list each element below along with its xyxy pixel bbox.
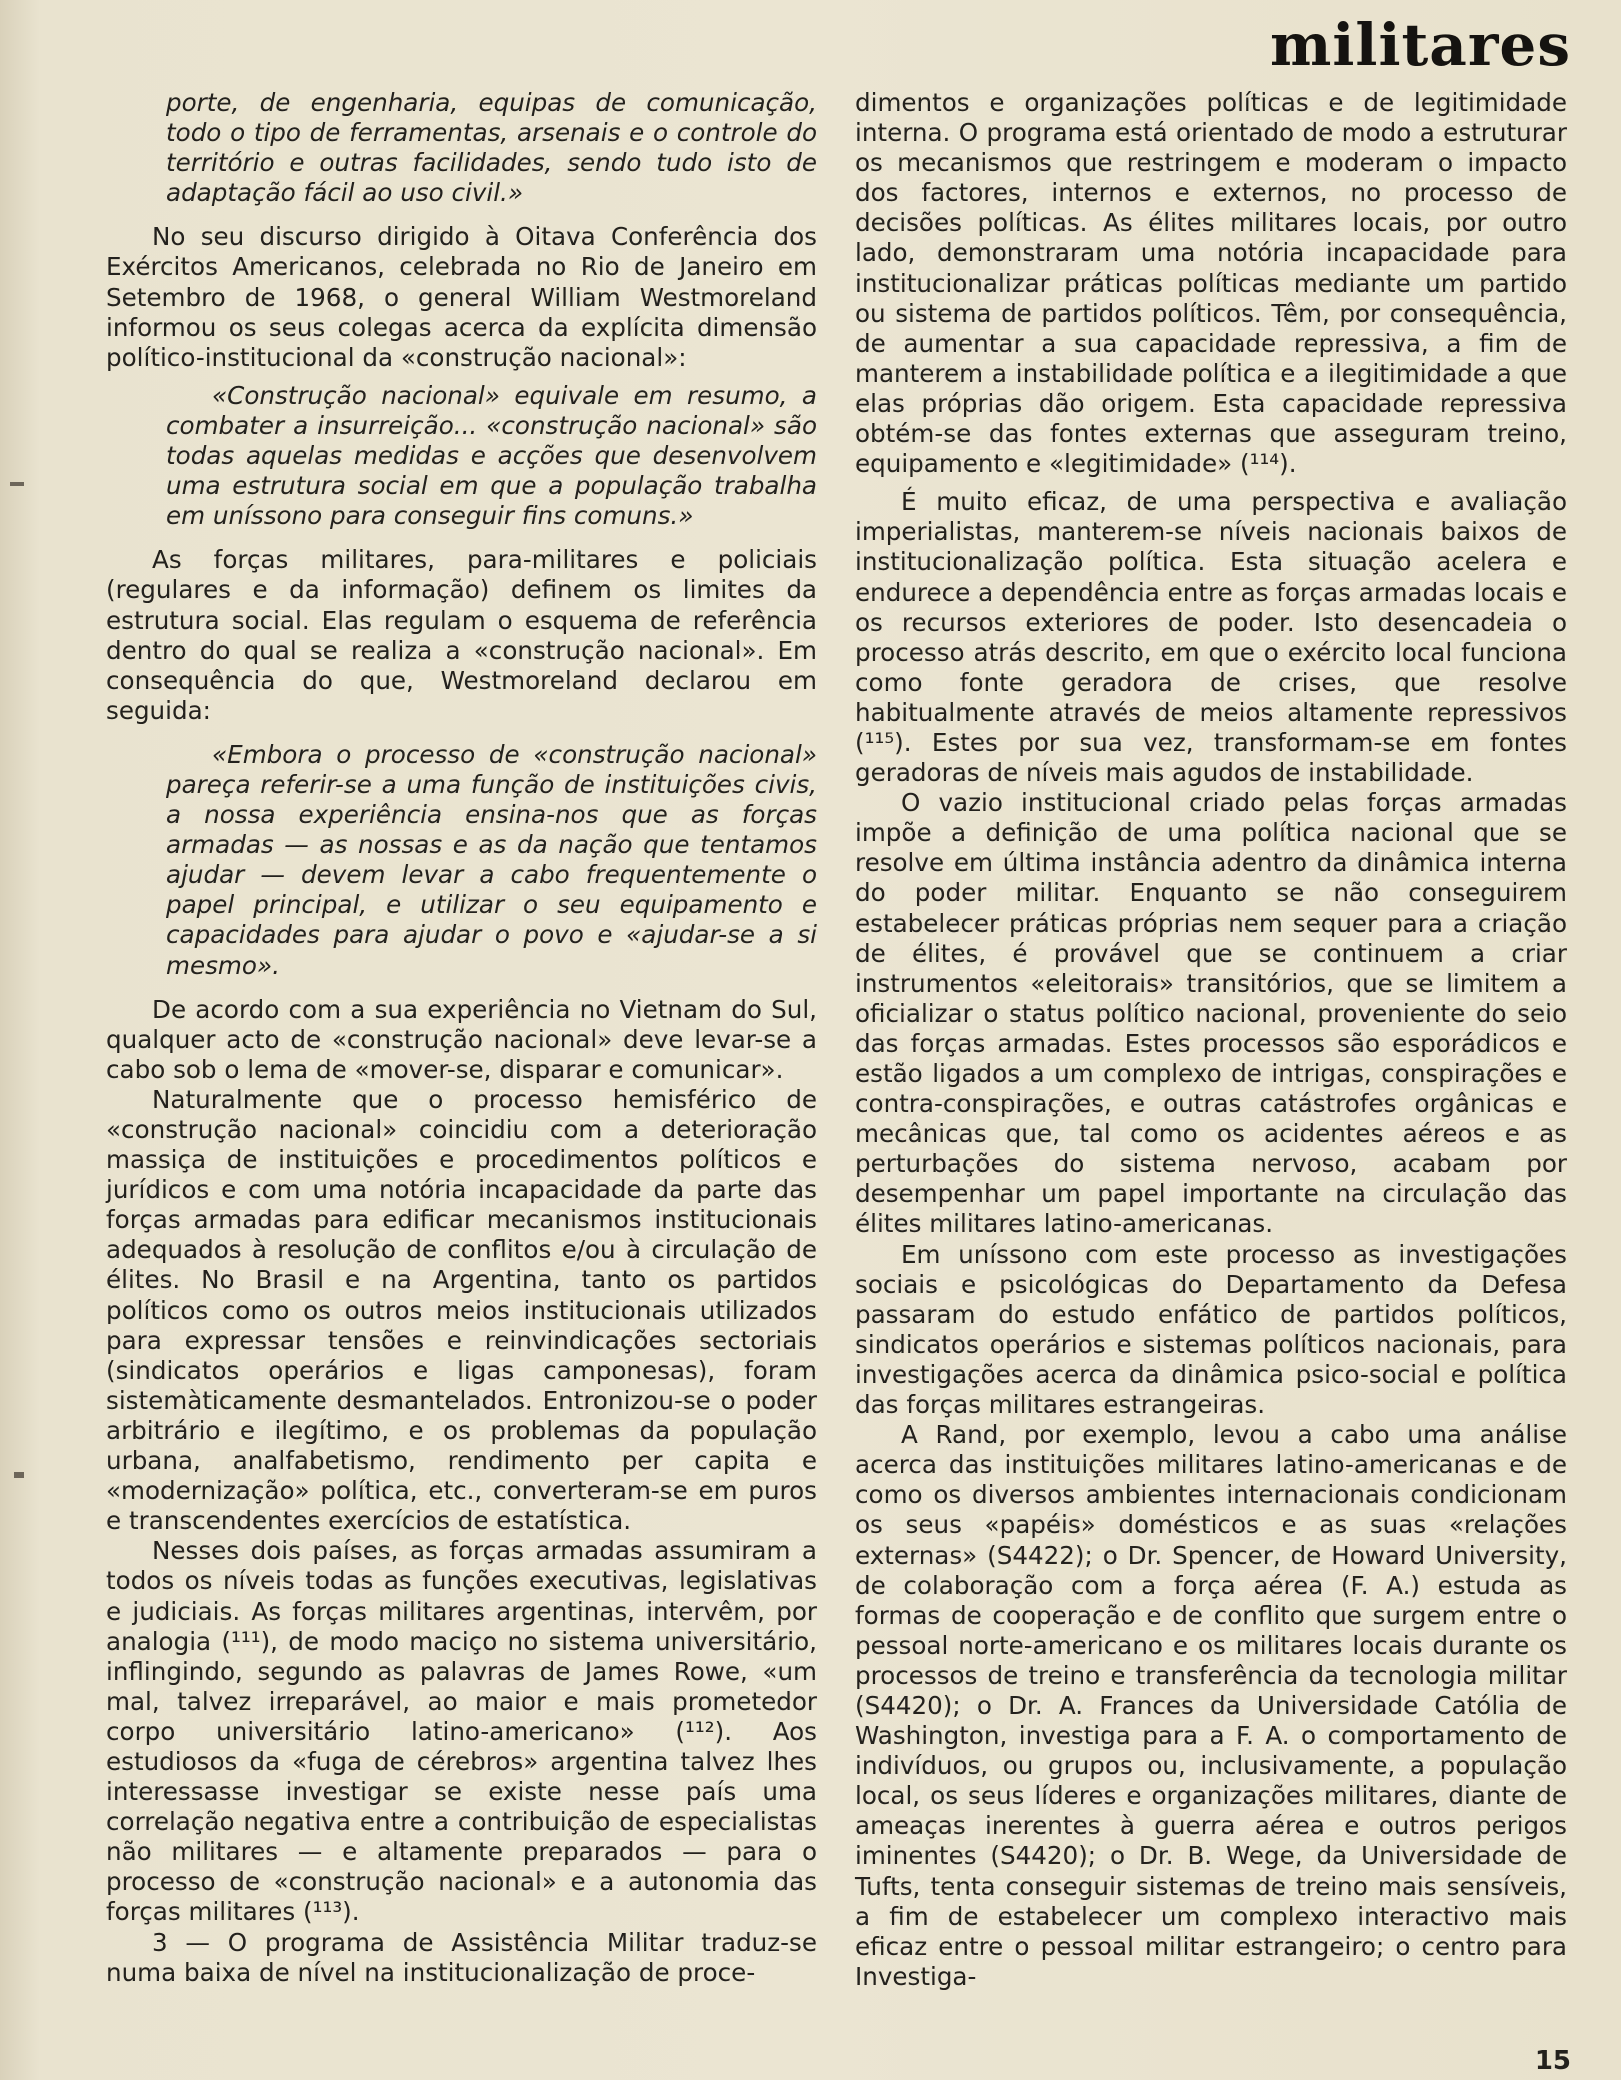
paragraph: É muito eficaz, de uma perspectiva e avaliação imperialistas, manterem-se níveis nacionais baixos de institucionalização política. Esta situação acelera e endurece a dependência entre as forças armadas locais e os recursos exteriores de poder. Isto desencadeia o processo atrás descrito, em que o exército local funciona como fonte geradora de crises, que resolve habitualmente através de meios altamente repressivos (¹¹⁵). Estes por sua vez, transformam-se em fontes geradoras de níveis mais agudos de instabilidade. [855,487,1567,788]
scan-mark [10,482,24,486]
paragraph: O vazio institucional criado pelas forças armadas impõe a definição de uma política nacional que se resolve em última instância adentro da dinâmica interna do poder militar. Enquanto se não conseguirem estabelecer práticas próprias nem sequer para a criação de élites, é provável que se continuem a criar instrumentos «eleitorais» transitórios, que se limitem a oficializar o status político nacional, proveniente do seio das forças armadas. Estes processos são esporádicos e estão ligados a um complexo de intrigas, conspirações e contra-conspirações, e outras catástrofes orgânicas e mecânicas que, tal como os acidentes aéreos e as perturbações do sistema nervoso, acabam por desempenhar um papel importante na circulação das élites militares latino-americanas. [855,788,1567,1239]
right-column [855,88,1567,1992]
quote-continuation: porte, de engenharia, equipas de comunicação, todo o tipo de ferramentas, arsenais e o controle do território e outras facilidades, sendo tudo isto de adaptação fácil ao uso civil.» [166,88,817,208]
paragraph: De acordo com a sua experiência no Vietnam do Sul, qualquer acto de «construção nacional» deve levar-se a cabo sob o lema de «mover-se, disparar e comunicar». [106,994,817,1084]
paragraph: No seu discurso dirigido à Oitava Conferência dos Exércitos Americanos, celebrada no Rio de Janeiro em Setembro de 1968, o general William Westmoreland informou os seus colegas acerca da explícita dimensão político-institucional da «construção nacional»: [106,222,817,372]
quote-block: «Embora o processo de «construção nacional» pareça referir-se a uma função de instituições civis, a nossa experiência ensina-nos que as forças armadas — as nossas e as da nação que tentamos ajudar — devem levar a cabo frequentemente o papel principal, e utilizar o seu equipamento e capacidades para ajudar o povo e «ajudar-se a si mesmo». [166,739,817,980]
left-column [106,88,817,1988]
section-header: militares [1270,11,1571,79]
paragraph: Em uníssono com este processo as investigações sociais e psicológicas do Departamento da Defesa passaram do estudo enfático de partidos políticos, sindicatos operários e sistemas políticos nacionais, para investigações acerca da dinâmica psico-social e política das forças militares estrangeiras. [855,1239,1567,1420]
scan-mark [14,1472,24,1478]
paragraph: As forças militares, para-militares e policiais (regulares e da informação) definem os limites da estrutura social. Elas regulam o esquema de referência dentro do qual se realiza a «construção nacional». Em consequência do que, Westmoreland declarou em seguida: [106,545,817,725]
page-number: 15 [1534,2046,1571,2076]
paragraph: Nesses dois países, as forças armadas assumiram a todos os níveis todas as funções executivas, legislativas e judiciais. As forças militares argentinas, intervêm, por analogia (¹¹¹), de modo maciço no sistema universitário, inflingindo, segundo as palavras de James Rowe, «um mal, talvez irreparável, ao maior e mais prometedor corpo universitário latino-americano» (¹¹²). Aos estudiosos da «fuga de cérebros» argentina talvez lhes interessasse investigar se existe nesse país uma correlação negativa entre a contribuição de especialistas não militares — e altamente preparados — para o processo de «construção nacional» e a autonomia das forças militares (¹¹³). [106,1536,817,1927]
paragraph: dimentos e organizações políticas e de legitimidade interna. O programa está orientado de modo a estruturar os mecanismos que restringem e moderam o impacto dos factores, internos e externos, no processo de decisões políticas. As élites militares locais, por outro lado, demonstraram uma notória incapacidade para institucionalizar práticas políticas mediante um partido ou sistema de partidos políticos. Têm, por consequência, de aumentar a sua capacidade repressiva, a fim de manterem a instabilidade política e a ilegitimidade a que elas próprias dão origem. Esta capacidade repressiva obtém-se das fontes externas que asseguram treino, equipamento e «legitimidade» (¹¹⁴). [855,88,1567,479]
paragraph: A Rand, por exemplo, levou a cabo uma análise acerca das instituições militares latino-americanas e de como os diversos ambientes internacionais condicionam os seus «papéis» domésticos e as suas «relações externas» (S4422); o Dr. Spencer, de Howard University, de colaboração com a força aérea (F. A.) estuda as formas de cooperação e de conflito que surgem entre o pessoal norte-americano e os militares locais durante os processos de treino e transferência da tecnologia militar (S4420); o Dr. A. Frances da Universidade Católia de Washington, investiga para a F. A. o comportamento de indivíduos, ou grupos ou, inclusivamente, a população local, os seus líderes e organizações militares, diante de ameaças inerentes à guerra aérea e outros perigos iminentes (S4420); o Dr. B. Wege, da Universidade de Tufts, tenta conseguir sistemas de treino mais sensíveis, a fim de estabelecer um complexo interactivo mais eficaz entre o pessoal militar estrangeiro; o centro para Investiga- [855,1420,1567,1991]
quote-block: «Construção nacional» equivale em resumo, a combater a insurreição... «construção nacional» são todas aquelas medidas e acções que desenvolvem uma estrutura social em que a população trabalha em uníssono para conseguir fins comuns.» [166,380,817,531]
paragraph: Naturalmente que o processo hemisférico de «construção nacional» coincidiu com a deterioração massiça de instituições e procedimentos políticos e jurídicos e com uma notória incapacidade da parte das forças armadas para edificar mecanismos institucionais adequados à resolução de conflitos e/ou à circulação de élites. No Brasil e na Argentina, tanto os partidos políticos como os outros meios institucionais utilizados para expressar tensões e reinvindicações sectoriais (sindicatos operários e ligas camponesas), foram sistemàticamente desmantelados. Entronizou-se o poder arbitrário e ilegítimo, e os problemas da população urbana, analfabetismo, rendimento per capita e «modernização» política, etc., converteram-se em puros e transcendentes exercícios de estatística. [106,1084,817,1536]
paragraph: 3 — O programa de Assistência Militar traduz-se numa baixa de nível na institucionalização de proce- [106,1927,817,1987]
